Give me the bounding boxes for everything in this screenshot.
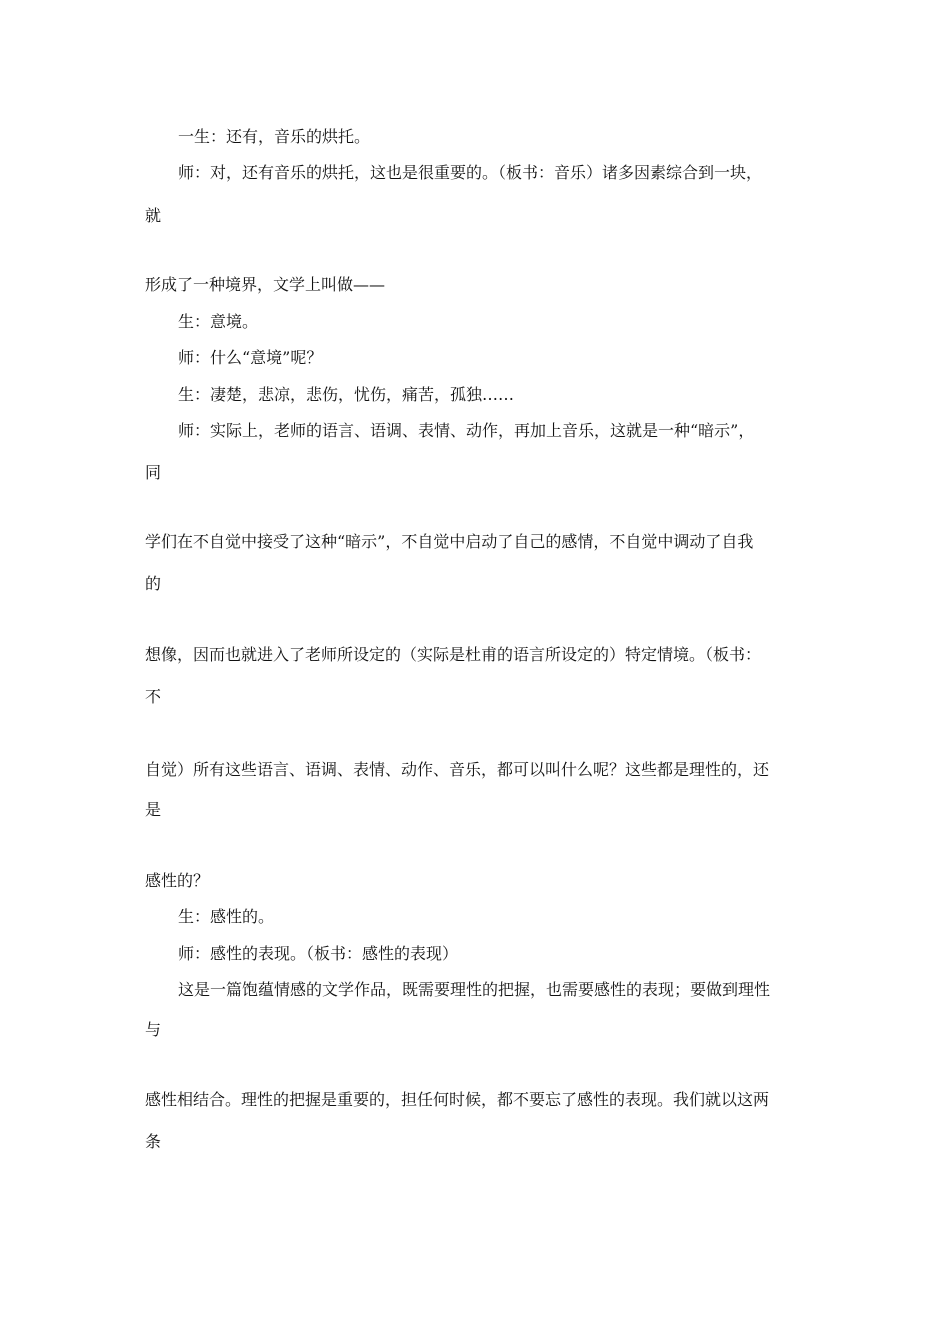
text-line: 感性相结合。理性的把握是重要的，担任何时候，都不要忘了感性的表现。我们就以这两 (145, 1090, 770, 1109)
text-line: 同 (145, 463, 162, 482)
text-line: 一生：还有，音乐的烘托。 (178, 127, 371, 146)
text-line: 师：实际上，老师的语言、语调、表情、动作，再加上音乐，这就是一种“暗示”， (178, 421, 755, 440)
text-line: 是 (145, 800, 162, 819)
text-line: 感性的？ (145, 871, 210, 890)
text-line: 与 (145, 1020, 162, 1039)
text-line: 这是一篇饱蕴情感的文学作品，既需要理性的把握，也需要感性的表现；要做到理性 (178, 980, 771, 999)
text-line: 想像，因而也就进入了老师所设定的（实际是杜甫的语言所设定的）特定情境。（板书： (145, 645, 762, 664)
text-line: 师：感性的表现。（板书：感性的表现） (178, 944, 459, 963)
text-line: 学们在不自觉中接受了这种“暗示”，不自觉中启动了自己的感情，不自觉中调动了自我 (145, 532, 754, 551)
text-line: 师：对，还有音乐的烘托，这也是很重要的。（板书：音乐）诸多因素综合到一块， (178, 163, 763, 182)
text-line: 师：什么“意境”呢？ (178, 348, 323, 367)
text-line: 条 (145, 1132, 162, 1151)
text-line: 的 (145, 574, 162, 593)
text-line: 形成了一种境界，文学上叫做—— (145, 275, 386, 294)
text-line: 自觉）所有这些语言、语调、表情、动作、音乐，都可以叫什么呢？这些都是理性的，还 (145, 760, 770, 779)
text-line: 生：意境。 (178, 312, 259, 331)
text-line: 就 (145, 206, 162, 225)
text-line: 生：感性的。 (178, 907, 275, 926)
text-line: 生：凄楚，悲凉，悲伤，忧伤，痛苦，孤独…… (178, 385, 515, 404)
text-line: 不 (145, 687, 162, 706)
